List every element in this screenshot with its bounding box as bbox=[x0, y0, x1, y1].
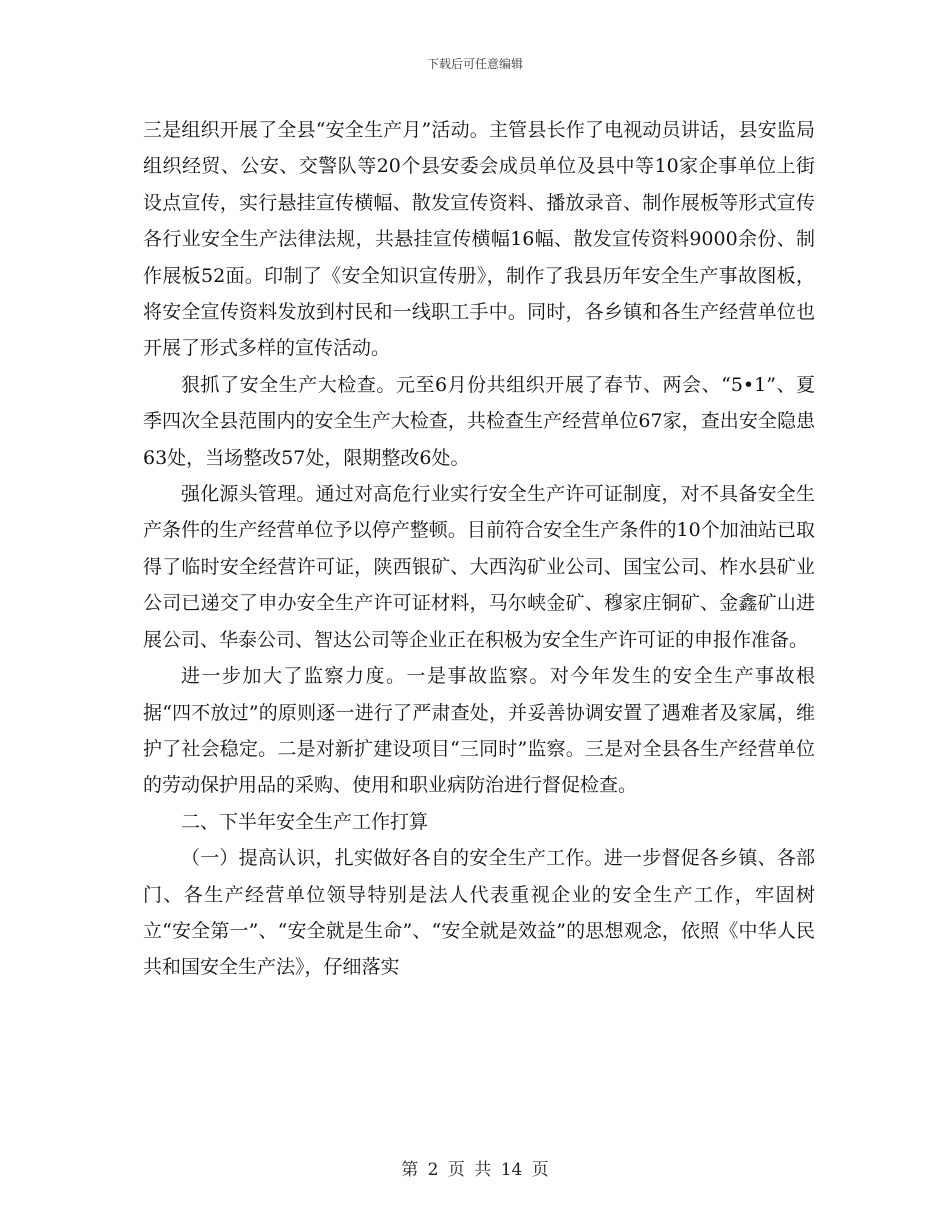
section-heading: 二、下半年安全生产工作打算 bbox=[181, 810, 429, 833]
paragraph-source-management: 强化源头管理。通过对高危行业实行安全生产许可证制度，对不具备安全生产条件的生产经营单位予以停产整顿。目前符合安全生产条件的10个加油站已取得了临时安全经营许可证，陕西银矿、大西沟矿业公司、国宝公司、柞水县矿业公司已递交了申办安全生产许可证材料，马尔峡金矿、穆家庄铜矿、金鑫矿山进展公司、华泰公司、智达公司等企业正在积极为安全生产许可证的申报作准备。 bbox=[143, 483, 815, 651]
paragraph-supervision: 进一步加大了监察力度。一是事故监察。对今年发生的安全生产事故根据“四不放过”的原则逐一进行了严肃查处，并妥善协调安置了遇难者及家属，维护了社会稳定。二是对新扩建设项目“三同时”监察。三是对全县各生产经营单位的劳动保护用品的采购、使用和职业病防治进行督促检查。 bbox=[143, 665, 815, 797]
page-header: 下载后可任意编辑 bbox=[426, 57, 523, 71]
paragraph-safety-month: 三是组织开展了全县“安全生产月”活动。主管县长作了电视动员讲话，县安监局组织经贸、公安、交警队等20个县安委会成员单位及县中等10家企事单位上街设点宣传，实行悬挂宣传横幅、散发宣传资料、播放录音、制作展板等形式宣传各行业安全生产法律法规，共悬挂宣传横幅16幅、散发宣传资料9000余份、制作展板52面。印制了《安全知识宣传册》，制作了我县历年安全生产事故图板，将安全宣传资料发放到村民和一线职工手中。同时，各乡镇和各生产经营单位也开展了形式多样的宣传活动。 bbox=[143, 119, 815, 360]
document-body bbox=[143, 112, 815, 986]
paragraph-awareness: （一）提高认识，扎实做好各自的安全生产工作。进一步督促各乡镇、各部门、各生产经营单位领导特别是法人代表重视企业的安全生产工作，牢固树立“安全第一”、“安全就是生命”、“安全就是效益”的思想观念，依照《中华人民共和国安全生产法》，仔细落实 bbox=[143, 847, 815, 979]
paragraph-inspection: 狠抓了安全生产大检查。元至6月份共组织开展了春节、两会、“5•1”、夏季四次全县范围内的安全生产大检查，共检查生产经营单位67家，查出安全隐患63处，当场整改57处，限期整改6处。 bbox=[143, 373, 815, 469]
page-footer: 第 2 页 共 14 页 bbox=[401, 1160, 549, 1180]
